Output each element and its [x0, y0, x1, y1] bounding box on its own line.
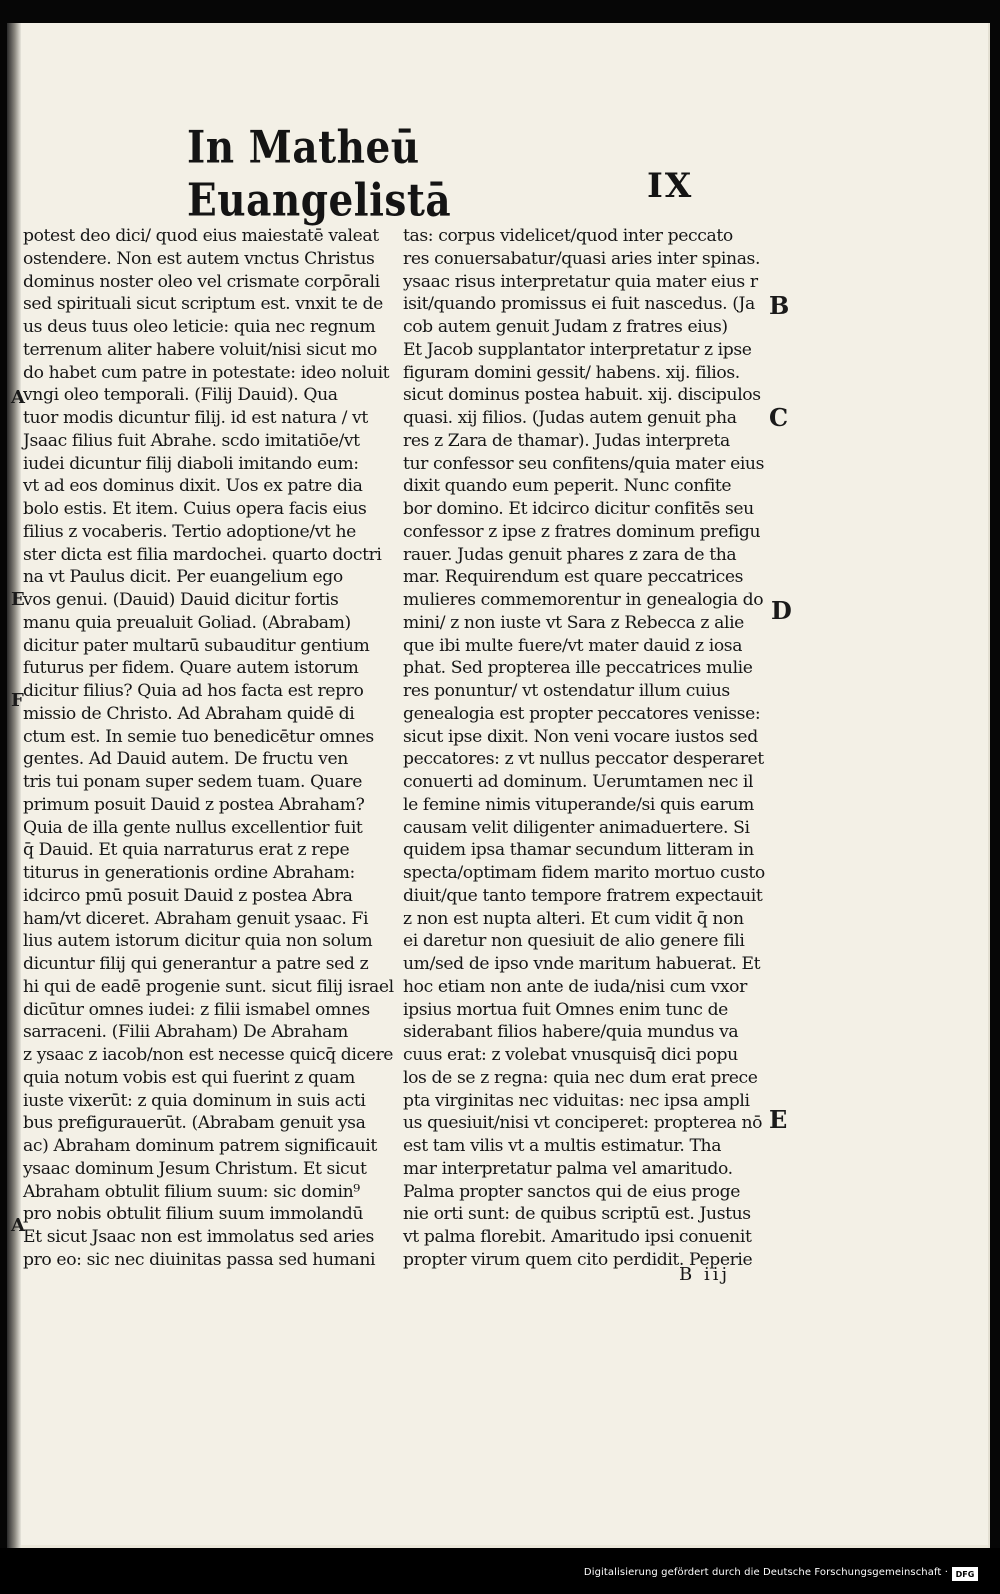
marginal-letter-e: E: [769, 1105, 788, 1134]
text-line: sarraceni. (Filii Abraham) De Abraham: [23, 1022, 348, 1043]
dfg-logo: DFG: [952, 1567, 978, 1581]
text-line: tur confessor seu confitens/quia mater eius: [403, 453, 765, 474]
text-line: gentes. Ad Dauid autem. De fructu ven: [23, 749, 348, 770]
text-line: res z Zara de thamar). Judas interpreta: [403, 430, 730, 451]
text-line: ysaac dominum Jesum Christum. Et sicut: [23, 1158, 367, 1179]
text-line: dominus noster oleo vel crismate corpōrali: [23, 271, 380, 292]
text-line: bor domino. Et idcirco dicitur confitēs seu: [403, 499, 754, 519]
text-line: ham/vt diceret. Abraham genuit ysaac. Fi: [23, 908, 369, 929]
text-line: ysaac risus interpretatur quia mater eius r: [403, 271, 758, 292]
text-line: missio de Christo. Ad Abraham quidē di: [23, 703, 355, 724]
text-line: causam velit diligenter animaduertere. Si: [403, 817, 750, 838]
text-line: pro eo: sic nec diuinitas passa sed humani: [23, 1249, 376, 1270]
marginal-letter-left-a: A: [11, 387, 25, 408]
text-line: dicūtur omnes iudei: z filii ismabel omnes: [23, 999, 370, 1020]
text-line: bolo estis. Et item. Cuius opera facis eius: [23, 499, 367, 519]
text-line: le femine nimis vituperande/si quis earum: [403, 794, 754, 815]
text-line: ostendere. Non est autem vnctus Christus: [23, 248, 375, 269]
text-line: rauer. Judas genuit phares z zara de tha: [403, 544, 737, 565]
text-line: tuor modis dicuntur filij. id est natura / vt: [23, 408, 368, 428]
text-line: um/sed de ipso vnde maritum habuerat. Et: [403, 954, 761, 974]
text-line: mar. Requirendum est quare peccatrices: [403, 567, 744, 588]
text-line: quidem ipsa thamar secundum litteram in: [403, 840, 754, 861]
text-line: conuerti ad dominum. Uerumtamen nec il: [403, 772, 754, 792]
text-line: vt ad eos dominus dixit. Uos ex patre dia: [23, 476, 363, 497]
text-line: filius z vocaberis. Tertio adoptione/vt he: [23, 521, 356, 542]
text-line: siderabant filios habere/quia mundus va: [403, 1022, 739, 1043]
text-line: cob autem genuit Judam z fratres eius): [403, 317, 728, 337]
text-line: dicitur filius? Quia ad hos facta est repro: [23, 681, 364, 701]
text-line: titurus in generationis ordine Abraham:: [23, 863, 355, 883]
text-line: us quesiuit/nisi vt conciperet: propterea nō: [403, 1113, 763, 1134]
text-line: dicitur pater multarū subauditur gentium: [23, 635, 370, 656]
marginal-letter-c: C: [769, 403, 789, 432]
marginal-letter-d: D: [771, 596, 792, 625]
marginal-letter-b: B: [769, 291, 790, 320]
text-line: diuit/que tanto tempore fratrem expectauit: [403, 885, 763, 906]
text-line: est tam vilis vt a multis estimatur. Tha: [403, 1136, 722, 1156]
marginal-letter-left-e: E: [11, 589, 25, 610]
text-line: idcirco pmū posuit Dauid z postea Abra: [23, 885, 353, 906]
text-line: genealogia est propter peccatores venisse:: [403, 703, 761, 724]
text-line: que ibi multe fuere/vt mater dauid z iosa: [403, 635, 743, 656]
text-line: potest deo dici/ quod eius maiestatē valeat: [23, 226, 379, 246]
left-text-column: [23, 225, 395, 1272]
text-line: iudei dicuntur filij diaboli imitando eum:: [23, 453, 359, 474]
text-line: nie orti sunt: de quibus scriptū est. Justus: [403, 1204, 751, 1225]
text-line: Jsaac filius fuit Abrahe. scdo imitatiōe/vt: [23, 430, 360, 451]
text-line: phat. Sed propterea ille peccatrices mulie: [403, 658, 753, 679]
right-text-column: [403, 225, 775, 1272]
text-line: dicuntur filij qui generantur a patre sed z: [23, 954, 369, 974]
text-line: specta/optimam fidem marito mortuo custo: [403, 863, 765, 883]
signature-mark: B iij: [679, 1264, 731, 1285]
text-line: terrenum aliter habere voluit/nisi sicut mo: [23, 339, 377, 360]
text-line: hoc etiam non ante de iuda/nisi cum vxor: [403, 976, 747, 997]
text-line: isit/quando promissus ei fuit nascedus. (Ja: [403, 294, 755, 315]
text-line: ipsius mortua fuit Omnes enim tunc de: [403, 999, 728, 1020]
text-line: los de se z regna: quia nec dum erat prece: [403, 1067, 758, 1088]
text-line: vt palma florebit. Amaritudo ipsi conuenit: [403, 1227, 752, 1247]
text-line: vngi oleo temporali. (Filij Dauid). Qua: [23, 385, 338, 406]
text-line: hi qui de eadē progenie sunt. sicut filij israel: [23, 976, 394, 997]
text-line: sed spirituali sicut scriptum est. vnxit te de: [23, 294, 383, 315]
text-line: dixit quando eum peperit. Nunc confite: [403, 476, 732, 497]
text-line: manu quia preualuit Goliad. (Abrabam): [23, 612, 351, 633]
text-line: sicut dominus postea habuit. xij. discipulos: [403, 385, 761, 406]
text-line: Quia de illa gente nullus excellentior fuit: [23, 817, 363, 838]
page-binding-edge: [7, 23, 21, 1548]
text-line: vos genui. (Dauid) Dauid dicitur fortis: [23, 590, 339, 610]
text-line: tas: corpus videlicet/quod inter peccato: [403, 226, 733, 246]
text-line: pta virginitas nec viduitas: nec ipsa ampli: [403, 1090, 750, 1111]
text-line: bus prefigurauerūt. (Abrabam genuit ysa: [23, 1113, 366, 1134]
text-line: do habet cum patre in potestate: ideo noluit: [23, 362, 390, 383]
text-line: ster dicta est filia mardochei. quarto doctri: [23, 544, 382, 565]
text-line: ei daretur non quesiuit de alio genere fili: [403, 931, 745, 952]
text-line: Et Jacob supplantator interpretatur z ipse: [403, 339, 752, 360]
text-line: primum posuit Dauid z postea Abraham?: [23, 794, 365, 815]
text-line: Abraham obtulit filium suum: sic domin⁹: [23, 1181, 360, 1202]
text-line: mini/ z non iuste vt Sara z Rebecca z alie: [403, 612, 744, 633]
book-page: [7, 23, 990, 1548]
text-line: quia notum vobis est qui fuerint z quam: [23, 1067, 355, 1088]
footer-bar: [0, 1548, 1000, 1594]
text-line: cuus erat: z volebat vnusquisq̄ dici popu: [403, 1045, 738, 1065]
text-line: Palma propter sanctos qui de eius proge: [403, 1181, 741, 1202]
text-line: res ponuntur/ vt ostendatur illum cuius: [403, 681, 730, 701]
text-line: figuram domini gessit/ habens. xij. filios.: [403, 362, 740, 383]
text-line: quasi. xij filios. (Judas autem genuit pha: [403, 408, 737, 428]
running-head: [187, 121, 687, 227]
text-line: q̄ Dauid. Et quia narraturus erat z repe: [23, 840, 350, 861]
text-line: lius autem istorum dicitur quia non solum: [23, 931, 373, 952]
text-line: mar interpretatur palma vel amaritudo.: [403, 1158, 733, 1179]
text-line: sicut ipse dixit. Non veni vocare iustos sed: [403, 726, 758, 747]
folio-number: IX: [647, 166, 694, 206]
text-line: z non est nupta alteri. Et cum vidit q̄ non: [403, 908, 744, 929]
marginal-letter-left-f: F: [11, 690, 24, 711]
text-line: na vt Paulus dicit. Per euangelium ego: [23, 567, 343, 588]
text-line: iuste vixerūt: z quia dominum in suis acti: [23, 1090, 366, 1111]
text-line: us deus tuus oleo leticie: quia nec regnum: [23, 317, 376, 337]
text-line: futurus per fidem. Quare autem istorum: [23, 658, 359, 679]
text-line: confessor z ipse z fratres dominum prefigu: [403, 521, 761, 542]
text-line: Et sicut Jsaac non est immolatus sed aries: [23, 1227, 374, 1247]
text-line: ctum est. In semie tuo benedicētur omnes: [23, 726, 374, 747]
text-line: z ysaac z iacob/non est necesse quicq̄ dicere: [23, 1045, 394, 1065]
text-line: propter virum quem cito perdidit. Peperie: [403, 1249, 753, 1270]
text-line: mulieres commemorentur in genealogia do: [403, 590, 764, 610]
funding-notice: Digitalisierung gefördert durch die Deutsche Forschungsgemeinschaft ·: [583, 1567, 948, 1578]
text-line: pro nobis obtulit filium suum immolandū: [23, 1204, 364, 1225]
marginal-letter-left-a2: A: [11, 1215, 25, 1236]
text-line: peccatores: z vt nullus peccator desperaret: [403, 749, 764, 770]
text-line: res conuersabatur/quasi aries inter spinas.: [403, 248, 761, 269]
text-line: ac) Abraham dominum patrem significauit: [23, 1136, 377, 1156]
text-line: tris tui ponam super sedem tuam. Quare: [23, 772, 362, 792]
running-title: In Matheū Euangelistā: [187, 121, 452, 227]
